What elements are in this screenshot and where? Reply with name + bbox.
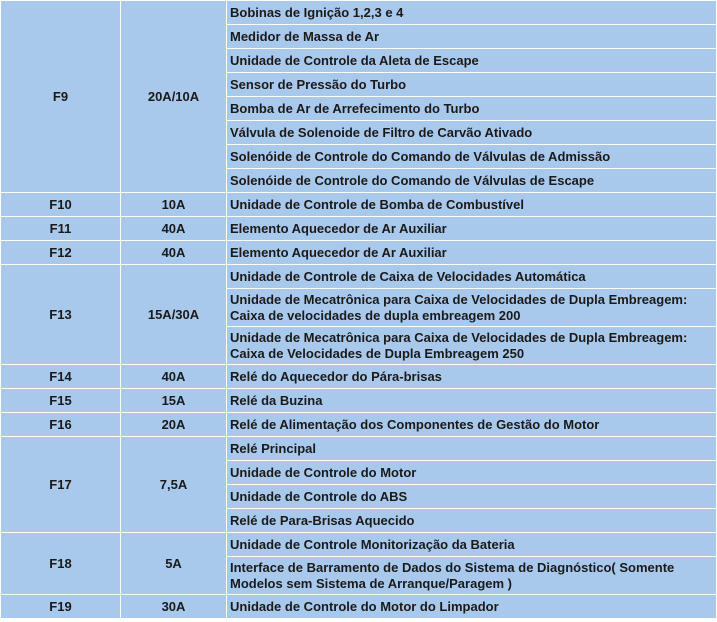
fuse-amperage: 30A: [121, 595, 227, 619]
fuse-table-body: [1, 1, 717, 619]
fuse-row: [1, 533, 717, 557]
fuse-amperage: 20A: [121, 413, 227, 437]
protected-circuit: Relé Principal: [227, 437, 717, 461]
fuse-id: F16: [1, 413, 121, 437]
protected-circuit: Elemento Aquecedor de Ar Auxiliar: [227, 217, 717, 241]
fuse-id: F19: [1, 595, 121, 619]
protected-circuit: Unidade de Controle do Motor: [227, 461, 717, 485]
protected-circuit: Unidade de Controle da Aleta de Escape: [227, 49, 717, 73]
protected-circuit: Relé de Alimentação dos Componentes de Gestão do Motor: [227, 413, 717, 437]
fuse-id: F13: [1, 265, 121, 365]
protected-circuit: Bobinas de Ignição 1,2,3 e 4: [227, 1, 717, 25]
fuse-row: [1, 241, 717, 265]
protected-circuit: Interface de Barramento de Dados do Sistema de Diagnóstico( Somente Modelos sem Sistema de Arranque/Paragem ): [227, 557, 717, 595]
protected-circuit: Unidade de Controle de Bomba de Combustível: [227, 193, 717, 217]
fuse-row: [1, 437, 717, 461]
fuse-id: F15: [1, 389, 121, 413]
fuse-amperage: 20A/10A: [121, 1, 227, 193]
protected-circuit: Solenóide de Controle do Comando de Válvulas de Admissão: [227, 145, 717, 169]
protected-circuit: Unidade de Controle Monitorização da Bateria: [227, 533, 717, 557]
fuse-row: [1, 365, 717, 389]
protected-circuit: Bomba de Ar de Arrefecimento do Turbo: [227, 97, 717, 121]
fuse-amperage: 40A: [121, 241, 227, 265]
fuse-id: F18: [1, 533, 121, 595]
fuse-row: [1, 389, 717, 413]
protected-circuit: Unidade de Mecatrônica para Caixa de Velocidades de Dupla Embreagem: Caixa de velocidades de dupla embreagem 200: [227, 289, 717, 327]
fuse-amperage: 15A: [121, 389, 227, 413]
protected-circuit: Unidade de Mecatrônica para Caixa de Velocidades de Dupla Embreagem: Caixa de Velocidades de Dupla Embreagem 250: [227, 327, 717, 365]
fuse-row: [1, 413, 717, 437]
protected-circuit: Unidade de Controle do ABS: [227, 485, 717, 509]
protected-circuit: Relé do Aquecedor do Pára-brisas: [227, 365, 717, 389]
fuse-id: F11: [1, 217, 121, 241]
protected-circuit: Válvula de Solenoide de Filtro de Carvão Ativado: [227, 121, 717, 145]
protected-circuit: Medidor de Massa de Ar: [227, 25, 717, 49]
fuse-amperage: 10A: [121, 193, 227, 217]
fuse-amperage: 40A: [121, 217, 227, 241]
fuse-id: F9: [1, 1, 121, 193]
fuse-amperage: 40A: [121, 365, 227, 389]
fuse-row: [1, 265, 717, 289]
fuse-id: F17: [1, 437, 121, 533]
protected-circuit: Elemento Aquecedor de Ar Auxiliar: [227, 241, 717, 265]
protected-circuit: Sensor de Pressão do Turbo: [227, 73, 717, 97]
protected-circuit: Relé da Buzina: [227, 389, 717, 413]
fuse-id: F12: [1, 241, 121, 265]
protected-circuit: Solenóide de Controle do Comando de Válvulas de Escape: [227, 169, 717, 193]
fuse-amperage: 15A/30A: [121, 265, 227, 365]
fuse-row: [1, 217, 717, 241]
fuse-amperage: 7,5A: [121, 437, 227, 533]
protected-circuit: Relé de Para-Brisas Aquecido: [227, 509, 717, 533]
fuse-row: [1, 595, 717, 619]
fuse-id: F14: [1, 365, 121, 389]
protected-circuit: Unidade de Controle do Motor do Limpador: [227, 595, 717, 619]
fuse-row: [1, 193, 717, 217]
protected-circuit: Unidade de Controle de Caixa de Velocidades Automática: [227, 265, 717, 289]
fuse-row: [1, 1, 717, 25]
fuse-id: F10: [1, 193, 121, 217]
fuse-amperage: 5A: [121, 533, 227, 595]
